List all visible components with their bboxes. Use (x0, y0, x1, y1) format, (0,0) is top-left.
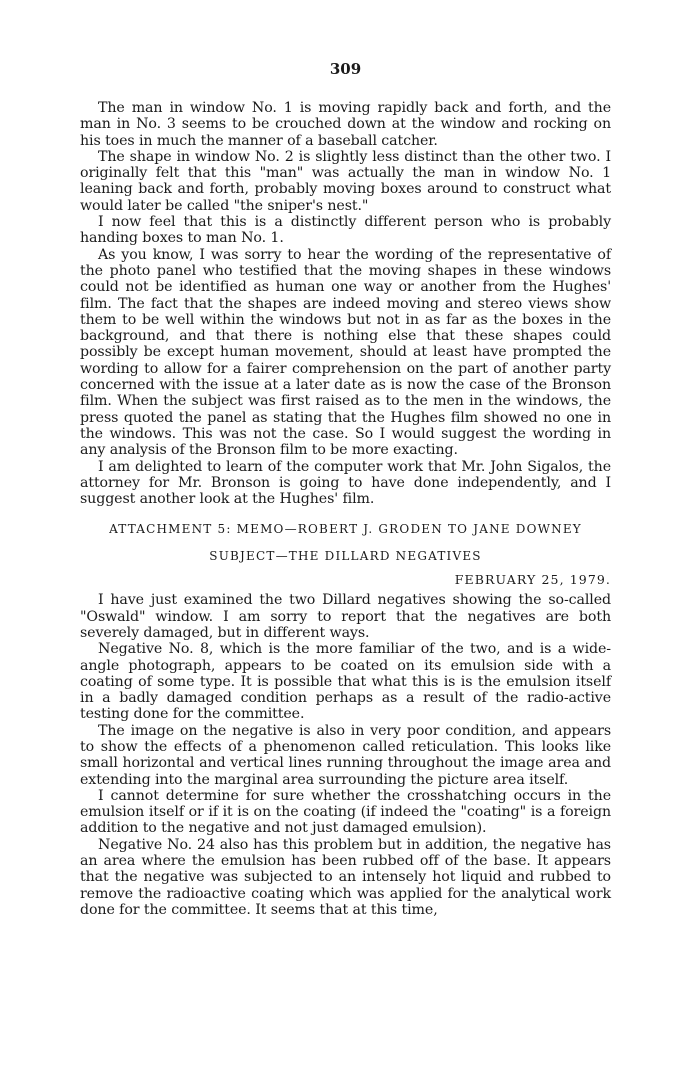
paragraph: The image on the negative is also in very poor condition, and appears to show the effects of a phenomenon called reticulation. This looks like small horizontal and vertical lines running throughout the image area and extending into the marginal area surrounding the picture area itself. (80, 722, 611, 788)
paragraph: As you know, I was sorry to hear the wording of the representative of the photo panel who testified that the moving shapes in these windows could not be identified as human one way or another from the Hughes' film. The fact that the shapes are indeed moving and stereo views show them to be well within the windows but not in as far as the boxes in the background, and that there is nothing else that these shapes could possibly be except human movement, should at least have prompted the wording to allow for a fairer comprehension on the part of another party concerned with the issue at a later date as is now the case of the Bronson film. When the subject was first raised as to the men in the windows, the press quoted the panel as stating that the Hughes film showed no one in the windows. This was not the case. So I would suggest the wording in any analysis of the Bronson film to be more exacting. (80, 246, 611, 459)
paragraph: The shape in window No. 2 is slightly less distinct than the other two. I originally felt that this "man" was actually the man in window No. 1 leaning back and forth, probably moving boxes around to construct what would later be called "the sniper's nest." (80, 148, 611, 214)
paragraph: The man in window No. 1 is moving rapidly back and forth, and the man in No. 3 seems to be crouched down at the window and rocking on his toes in much the manner of a baseball catcher. (80, 100, 611, 149)
paragraph: I am delighted to learn of the computer work that Mr. John Sigalos, the attorney for Mr. Bronson is going to have done independently, and I suggest another look at the Hughes' film. (80, 458, 611, 508)
memo-date: FEBRUARY 25, 1979. (454, 572, 611, 588)
document-page (80, 60, 611, 918)
section-heading: ATTACHMENT 5: MEMO—ROBERT J. GRODEN TO JANE DOWNEY (109, 522, 582, 537)
paragraph: Negative No. 8, which is the more familiar of the two, and is a wide-angle photograph, appears to be coated on its emulsion side with a coating of some type. It is possible that what this is is the emulsion itself in a badly damaged condition perhaps as a result of the radio-active testing done for the committee. (80, 641, 611, 723)
paragraph: I now feel that this is a distinctly different person who is probably handing boxes to man No. 1. (80, 214, 611, 247)
section-subheading: SUBJECT—THE DILLARD NEGATIVES (209, 548, 482, 563)
paragraph: Negative No. 24 also has this problem but in addition, the negative has an area where the emulsion has been rubbed off of the base. It appears that the negative was subjected to an intensely hot liquid and rubbed to remove the radioactive coating which was applied for the analytical work done for the committee. It seems that at this time, (80, 836, 611, 918)
paragraph: I have just examined the two Dillard negatives showing the so-called "Oswald" window. I am sorry to report that the negatives are both severely damaged, but in different ways. (80, 592, 611, 641)
page-number: 309 (329, 60, 362, 78)
paragraph: I cannot determine for sure whether the crosshatching occurs in the emulsion itself or if it is on the coating (if indeed the "coating" is a foreign addition to the negative and not just damaged emulsion). (80, 787, 611, 837)
